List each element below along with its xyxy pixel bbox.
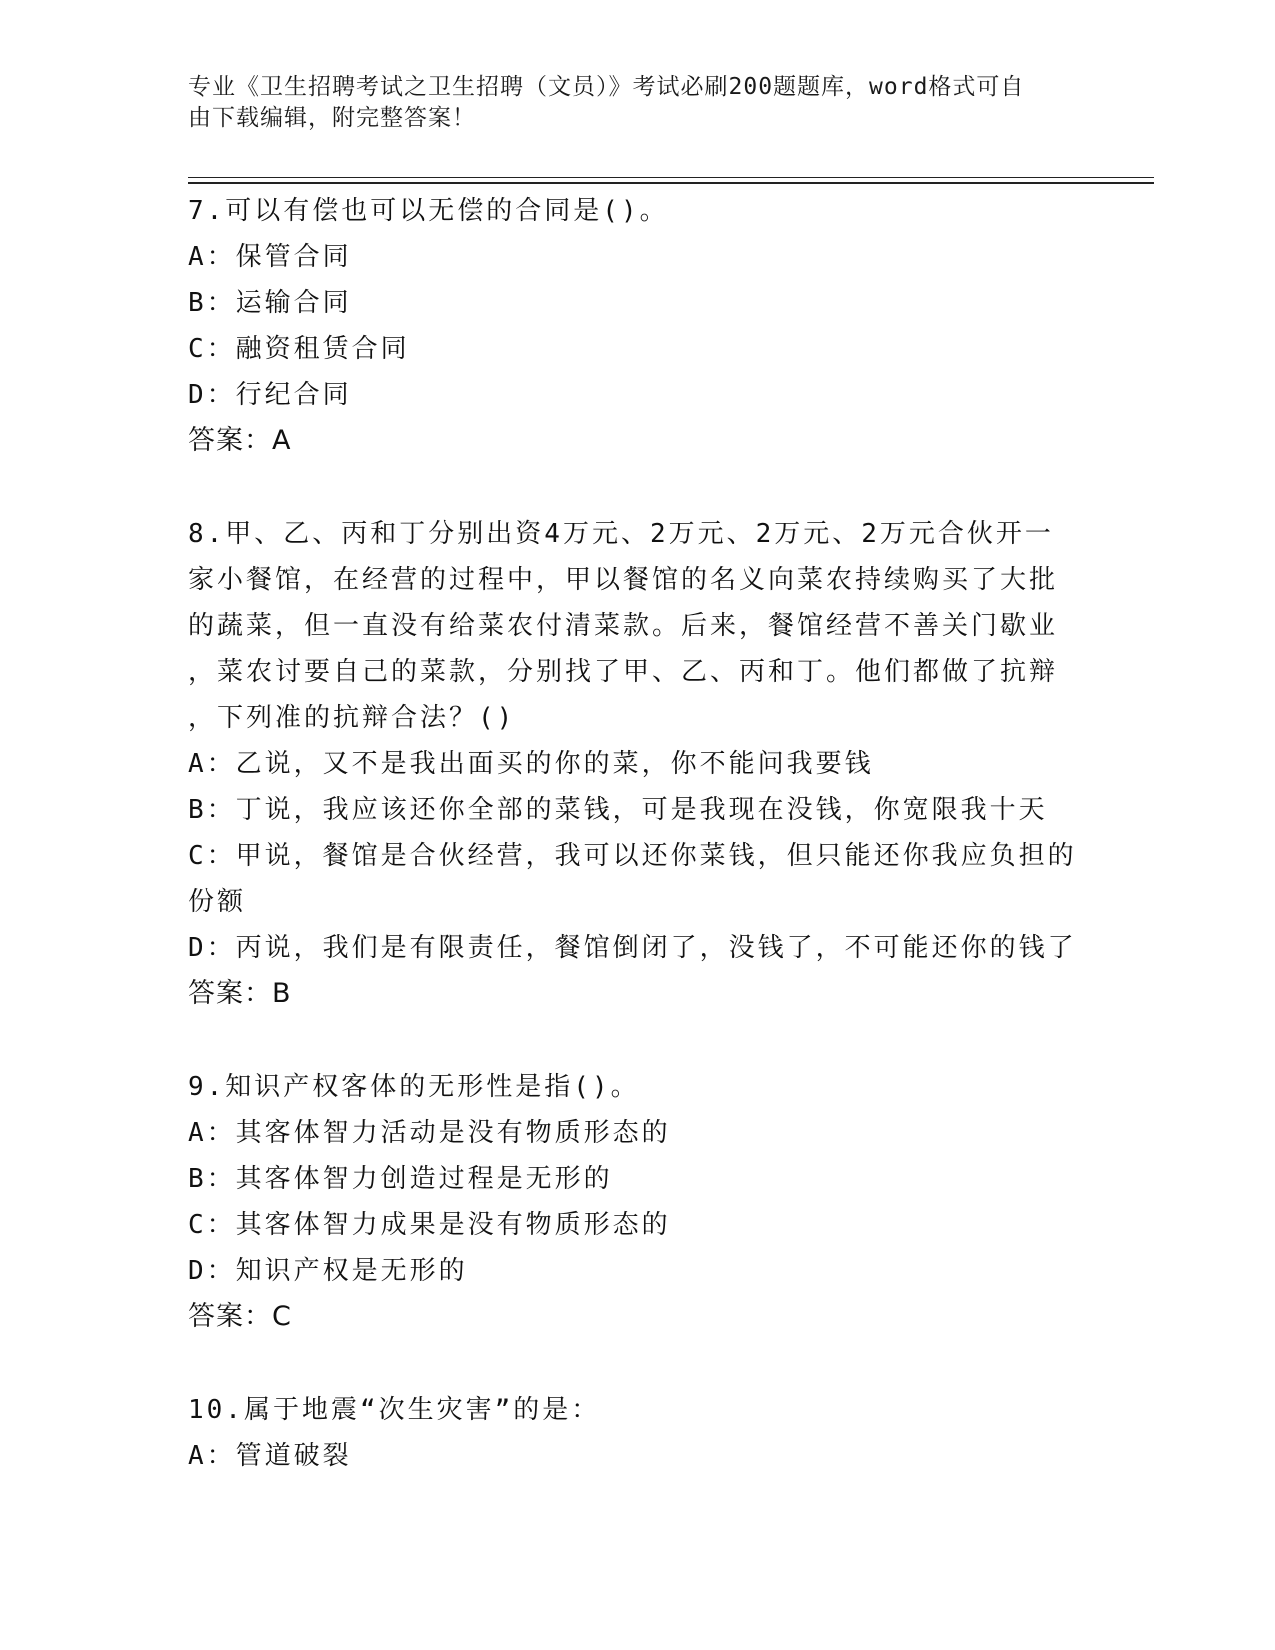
option-d: D：行纪合同	[188, 380, 352, 410]
document-header	[188, 72, 1068, 134]
answer-label: 答案：C	[188, 1301, 292, 1332]
answer-label: 答案：A	[188, 425, 292, 456]
spacer	[188, 464, 1088, 511]
option-d: D：丙说，我们是有限责任，餐馆倒闭了，没钱了，不可能还你的钱了	[188, 933, 1077, 963]
option-c: C：甲说，餐馆是合伙经营，我可以还你菜钱，但只能还你我应负担的	[188, 841, 1077, 871]
question-8	[188, 511, 1088, 1017]
question-stem-line: 8.甲、乙、丙和丁分别出资4万元、2万元、2万元、2万元合伙开一	[188, 519, 1054, 549]
question-list	[188, 188, 1088, 1479]
question-stem: 7.可以有偿也可以无偿的合同是()。	[188, 196, 669, 226]
question-stem-line: 家小餐馆，在经营的过程中，甲以餐馆的名义向菜农持续购买了大批	[188, 565, 1059, 595]
header-divider-thick	[188, 182, 1154, 184]
option-b: B：丁说，我应该还你全部的菜钱，可是我现在没钱，你宽限我十天	[188, 795, 1048, 825]
question-7	[188, 188, 1088, 464]
option-a: A：乙说，又不是我出面买的你的菜，你不能问我要钱	[188, 749, 874, 779]
option-d: D：知识产权是无形的	[188, 1256, 468, 1286]
option-a: A：其客体智力活动是没有物质形态的	[188, 1118, 671, 1148]
question-10	[188, 1387, 1088, 1479]
question-stem-line: 的蔬菜，但一直没有给菜农付清菜款。后来，餐馆经营不善关门歇业	[188, 611, 1059, 641]
option-b: B：运输合同	[188, 288, 352, 318]
option-a: A：保管合同	[188, 242, 352, 272]
question-9	[188, 1064, 1088, 1340]
question-stem-line: ，菜农讨要自己的菜款，分别找了甲、乙、丙和丁。他们都做了抗辩	[188, 657, 1059, 687]
question-stem-line: ，下列准的抗辩合法？()	[188, 703, 516, 733]
question-stem: 9.知识产权客体的无形性是指()。	[188, 1072, 640, 1102]
header-divider-thin	[188, 177, 1154, 178]
option-c: C：融资租赁合同	[188, 334, 410, 364]
option-b: B：其客体智力创造过程是无形的	[188, 1164, 613, 1194]
answer-label: 答案：B	[188, 978, 292, 1009]
spacer	[188, 1017, 1088, 1064]
question-stem: 10.属于地震“次生灾害”的是：	[188, 1395, 601, 1425]
header-line-2: 由下载编辑，附完整答案！	[188, 105, 476, 131]
header-line-1: 专业《卫生招聘考试之卫生招聘（文员）》考试必刷200题题库，word格式可自	[188, 74, 1025, 100]
option-c: C：其客体智力成果是没有物质形态的	[188, 1210, 671, 1240]
option-a: A：管道破裂	[188, 1441, 352, 1471]
option-c-continuation: 份额	[188, 887, 247, 917]
spacer	[188, 1340, 1088, 1387]
